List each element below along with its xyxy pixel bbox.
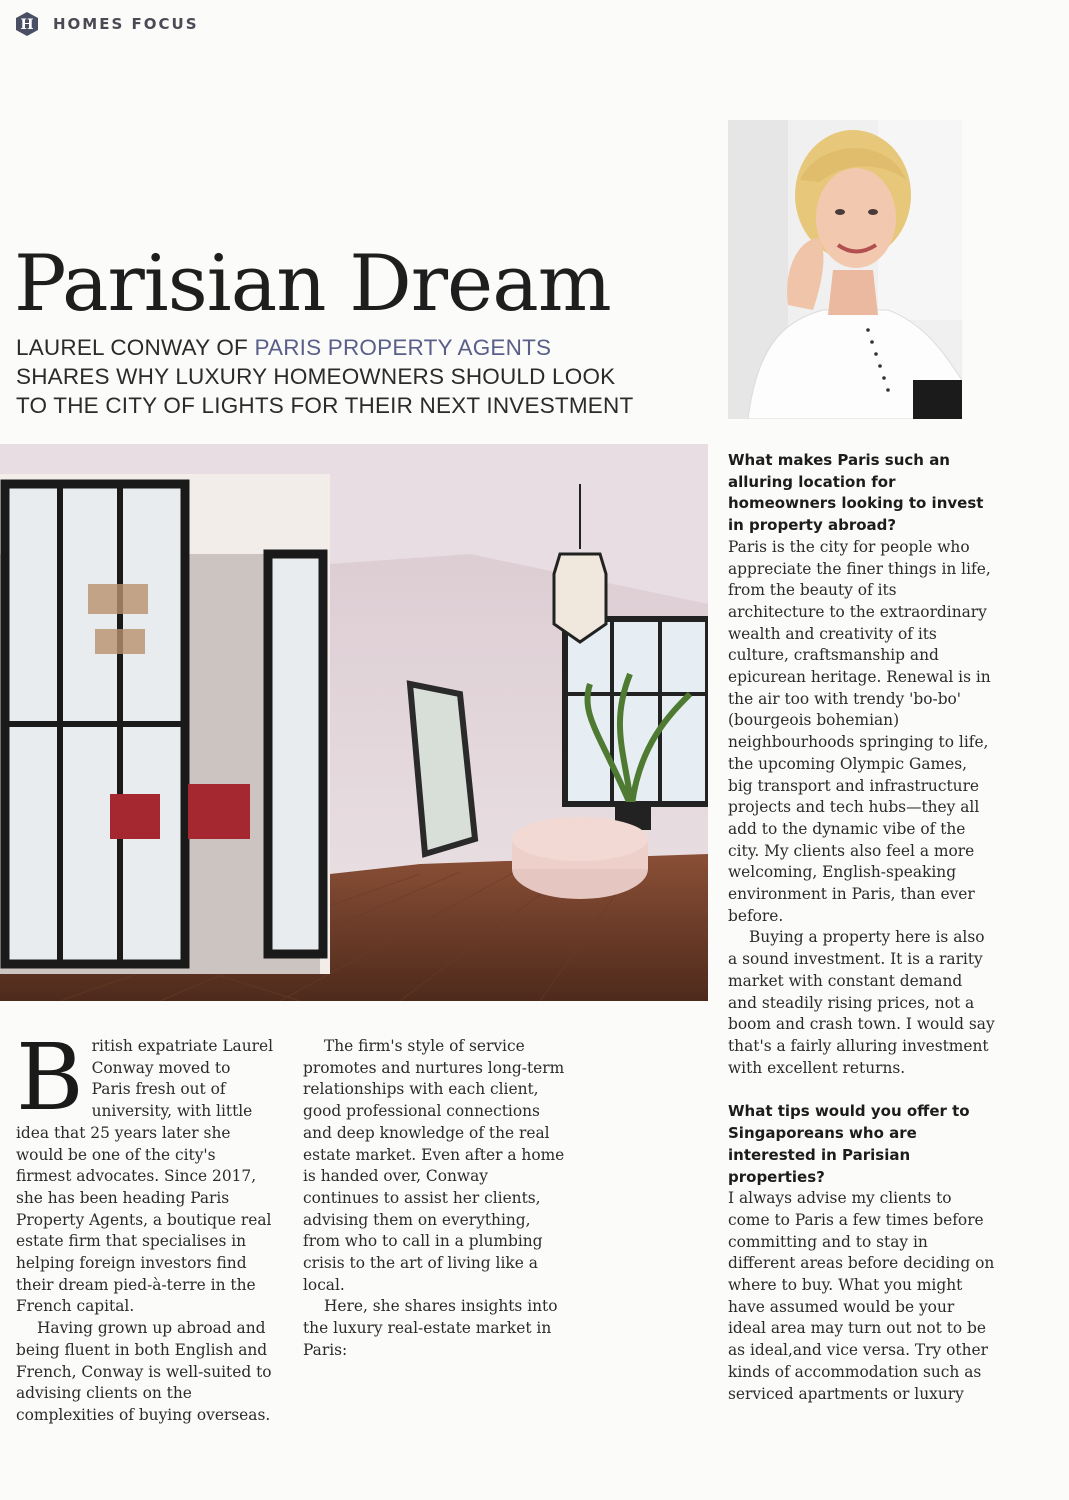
body-column-1 xyxy=(16,1024,274,1427)
section-label: HOMES FOCUS xyxy=(53,15,199,33)
article-title: Parisian Dream xyxy=(14,239,611,329)
standfirst-highlight: PARIS PROPERTY AGENTS xyxy=(254,335,552,360)
section-logo-letter: H xyxy=(20,17,34,33)
body-column-2 xyxy=(303,1036,565,1362)
standfirst-part-2: SHARES WHY LUXURY HOMEOWNERS SHOULD LOOK TO THE CITY OF LIGHTS FOR THEIR NEXT INVESTMENT xyxy=(16,364,634,418)
standfirst-part-1: LAUREL CONWAY OF xyxy=(16,335,255,360)
answer-1-paragraph-2: Buying a property here is also a sound investment. It is a rarity market with constant demand and steadily rising prices, not a boom and crash town. I would say that's a fairly alluring investment with excellent returns. xyxy=(728,928,995,1077)
portrait-photo xyxy=(728,120,962,419)
question-1: What makes Paris such an alluring location for homeowners looking to invest in property abroad? xyxy=(728,451,984,535)
intro-paragraph-4: Here, she shares insights into the luxury real-estate market in Paris: xyxy=(303,1297,558,1359)
answer-2-paragraph-1: I always advise my clients to come to Paris a few times before committing and to stay in different areas before deciding on where to buy. What you might have assumed would be your ideal area may turn out not to be as ideal,and vice versa. Try other kinds of accommodation such as serviced apartments or luxury xyxy=(728,1189,995,1403)
section-logo-icon xyxy=(14,11,40,37)
intro-paragraph-1-text: ritish expatriate Laurel Conway moved to Paris fresh out of university, with little idea that 25 years later she would be one of the city's firmest advocates. Since 2017, she has been heading Paris Property Agents, a boutique real estate firm that specialises in helping foreign investors find their dream pied-à-terre in the French capital. xyxy=(16,1037,274,1316)
intro-paragraph-2: Having grown up abroad and being fluent in both English and French, Conway is well-suited to advising clients on the complexities of buying overseas. xyxy=(16,1319,272,1424)
intro-paragraph-1 xyxy=(16,1024,274,1318)
interior-photo xyxy=(0,444,708,1001)
body-column-3 xyxy=(728,450,996,1405)
drop-cap: B xyxy=(16,1024,84,1131)
question-2: What tips would you offer to Singaporeans who are interested in Parisian properties? xyxy=(728,1102,970,1186)
intro-paragraph-3: The firm's style of service promotes and nurtures long-term relationships with each client, good professional connections and deep knowledge of the real estate market. Even after a home is handed over, Conway continues to assist her clients, advising them on everything, from who to call in a plumbing crisis to the art of living like a local. xyxy=(303,1037,565,1294)
article-standfirst xyxy=(16,333,636,420)
answer-1-paragraph-1: Paris is the city for people who appreciate the finer things in life, from the beauty of its architecture to the extraordinary wealth and creativity of its culture, craftsmanship and epicurean heritage. Renewal is in the air too with trendy 'bo-bo' (bourgeois bohemian) neighbourhoods springing to life, the upcoming Olympic Games, big transport and infrastructure projects and tech hubs—they all add to the dynamic vibe of the city. My clients also feel a more welcoming, English-speaking environment in Paris, than ever before. xyxy=(728,537,991,925)
